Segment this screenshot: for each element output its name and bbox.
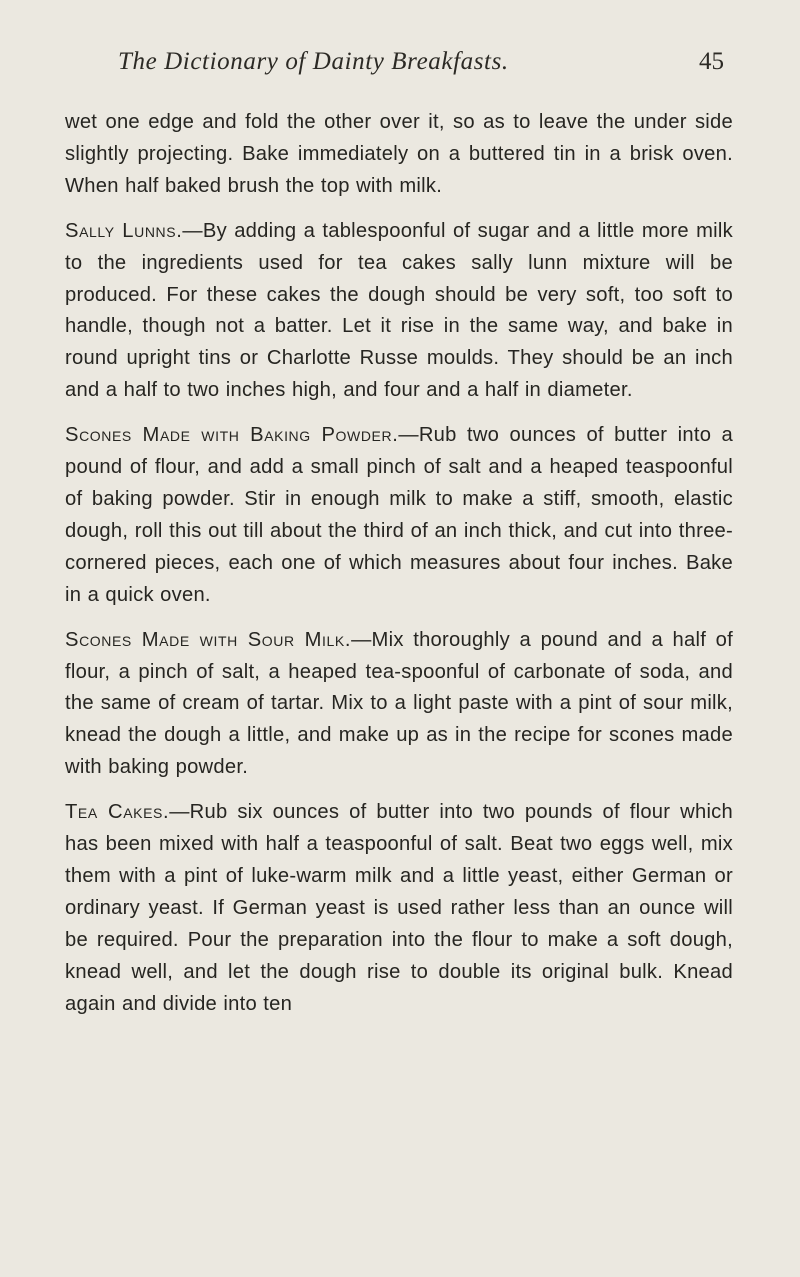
recipe-tea-cakes <box>65 797 733 1020</box>
recipe-heading: Scones Made with Baking Powder. <box>65 424 399 447</box>
recipe-text: —By adding a tablespoonful of sugar and a little more milk to the ingredients used for tea cakes sally lunn mixture will be produced. For these cakes the dough should be very soft, too soft to handle, though not a batter. Let it rise in the same way, and bake in round upright tins or Charlotte Russe moulds. They should be an inch and a half to two inches high, and four and a half in diameter. <box>65 219 733 402</box>
recipe-text: —Rub two ounces of butter into a pound of flour, and add a small pinch of salt and a heaped teaspoonful of baking powder. Stir in enough milk to make a stiff, smooth, elastic dough, roll this out till about the third of an inch thick, and cut into three-cornered pieces, each one of which measures about four inches. Bake in a quick oven. <box>65 424 733 606</box>
recipe-text: —Mix thoroughly a pound and a half of flour, a pinch of salt, a heaped tea-spoonful of carbonate of soda, and the same of cream of tartar. Mix to a light paste with a pint of sour milk, knead the dough a little, and make up as in the recipe for scones made with baking powder. <box>65 628 733 779</box>
recipe-scones-sour-milk <box>65 625 733 785</box>
paragraph-continuation <box>65 107 733 203</box>
paragraph-text: wet one edge and fold the other over it, so as to leave the under side slightly projecting. Bake immediately on a buttered tin in a brisk oven. When half baked brush the top with milk. <box>65 111 733 197</box>
recipe-scones-baking-powder <box>65 420 733 611</box>
page-number: 45 <box>699 48 724 75</box>
recipe-heading: Tea Cakes. <box>65 801 170 824</box>
recipe-heading: Scones Made with Sour Milk. <box>65 628 352 651</box>
recipe-text: —Rub six ounces of butter into two pounds of flour which has been mixed with half a teaspoonful of salt. Beat two eggs well, mix them with a pint of luke-warm milk and a little yeast, either German or ordinary yeast. If German yeast is used rather less than an ounce will be required. Pour the preparation into the flour to make a soft dough, knead well, and let the dough rise to double its original bulk. Knead again and divide into ten <box>65 801 734 1015</box>
body-text <box>65 107 733 1033</box>
recipe-sally-lunns <box>65 216 733 407</box>
running-title: The Dictionary of Dainty Breakfasts. <box>118 48 509 75</box>
recipe-heading: Sally Lunns. <box>65 219 183 242</box>
running-head <box>118 48 724 84</box>
